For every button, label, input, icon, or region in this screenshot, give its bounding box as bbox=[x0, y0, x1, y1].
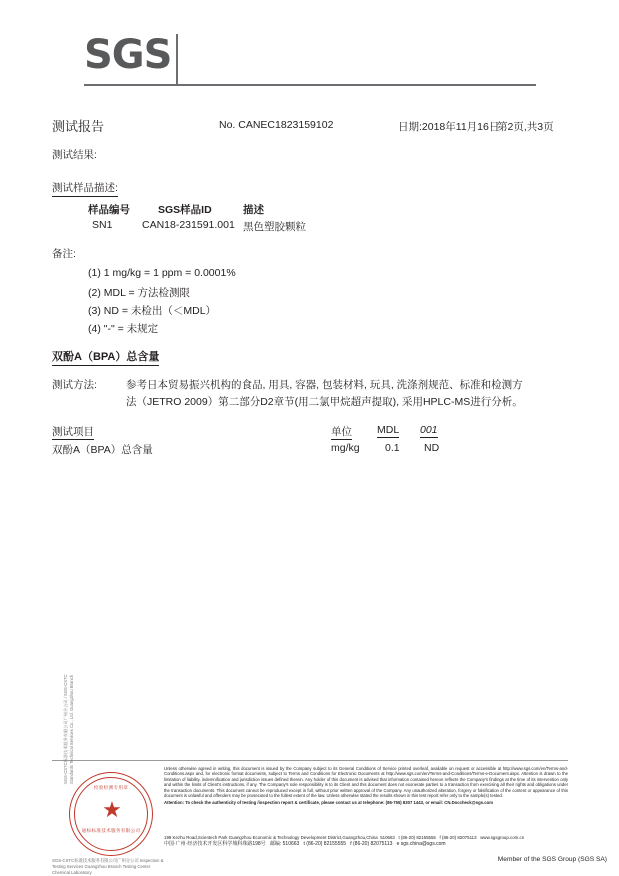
section-heading-bpa: 双酚A（BPA）总含量 bbox=[52, 348, 159, 366]
footer-divider bbox=[52, 760, 568, 761]
header-divider-tick bbox=[176, 34, 178, 86]
list-item: (3) ND = 未检出（＜MDL） bbox=[88, 305, 217, 317]
footer-address-row-en bbox=[164, 834, 568, 841]
address-en-tel: t (86-20) 82155555 bbox=[398, 835, 436, 840]
table-row: CAN18-231591.001 bbox=[142, 219, 235, 231]
page-title: 测试报告 bbox=[52, 119, 105, 134]
legal-disclaimer bbox=[164, 766, 568, 806]
results-table-header-mdl-text: MDL bbox=[377, 424, 400, 436]
report-date: 日期:2018年11月16日 bbox=[398, 121, 500, 133]
sample-table-header-desc: 描述 bbox=[243, 204, 264, 216]
list-item: (2) MDL = 方法检测限 bbox=[88, 287, 190, 299]
sample-table-header-no: 样品编号 bbox=[88, 204, 130, 216]
results-table-header-item bbox=[52, 424, 94, 439]
report-number: No. CANEC1823159102 bbox=[219, 119, 334, 131]
test-method-label: 测试方法: bbox=[52, 379, 97, 391]
company-stamp bbox=[63, 674, 155, 858]
table-row: 黑色塑胶颗粒 bbox=[243, 221, 306, 233]
page-number: 第2页,共3页 bbox=[497, 121, 554, 133]
list-item: (1) 1 mg/kg = 1 ppm = 0.0001% bbox=[88, 267, 236, 279]
results-table-header-mdl bbox=[377, 424, 399, 436]
test-method-line: 法（JETRO 2009）第二部分D2章节(用二氯甲烷超声提取), 采用HPLC-MS进行分析。 bbox=[126, 396, 523, 408]
results-table-header-unit bbox=[331, 424, 352, 439]
list-item: (4) "-" = 未规定 bbox=[88, 323, 159, 335]
results-table-header-sample bbox=[420, 424, 438, 436]
address-en-web: www.sgsgroup.com.cn bbox=[480, 835, 525, 840]
stamp-top-text: 检验检测专用章 bbox=[93, 785, 129, 790]
remarks-label: 备注: bbox=[52, 248, 76, 260]
sample-table-header-id: SGS样品ID bbox=[158, 204, 212, 216]
address-cn-tel: t (86-20) 82155555 bbox=[303, 841, 347, 847]
legal-disclaimer-text: Unless otherwise agreed in writing, this document is issued by the Company subject to its General Conditions of Service printed overleaf, available on request or accessible at http://www.sgs.com/en/Terms-and-Conditions.aspx and, for electronic format documents, subject to Terms and Conditions for Electronic Documents at http://www.sgs.com/en/Terms-and-Conditions/Terms-e-Document.aspx. Attention is drawn to the limitation of liability, indemnification and jurisdiction issues defined therein. Any holder of this document is advised that information contained hereon reflects the Company's findings at the time of its intervention only and within the limits of Client's instructions, if any. The Company's sole responsibility is to its Client and this document does not exonerate parties to a transaction from exercising all their rights and obligations under the transaction documents. This document cannot be reproduced except in full, without prior written approval of the Company. Any unauthorized alteration, forgery or falsification of the content or appearance of this document is unlawful and offenders may be prosecuted to the fullest extent of the law. Unless otherwise stated the results shown in this test report refer only to the sample(s) tested. bbox=[164, 766, 568, 799]
results-label: 测试结果: bbox=[52, 149, 97, 161]
header-divider bbox=[84, 84, 536, 86]
address-cn-zip: 邮编: 510663 bbox=[269, 841, 300, 847]
footer-address bbox=[164, 834, 568, 848]
test-method-line: 参考日本贸易振兴机构的食品, 用具, 容器, 包装材料, 玩具, 洗涤剂规范、标准和检测方 bbox=[126, 379, 523, 391]
legal-attention-text: Attention: To check the authenticity of testing /inspection report & certificate, please contact us at telephone: (86-755) 8307 1443, or email: CN.Doccheck@sgs.com bbox=[164, 800, 494, 806]
address-cn-fax: f (86-20) 82075113 bbox=[350, 841, 393, 847]
address-en-fax: f (86-20) 82075113 bbox=[439, 835, 477, 840]
footer-address-row-cn bbox=[164, 841, 568, 848]
footer-member-text: Member of the SGS Group (SGS SA) bbox=[497, 856, 607, 863]
address-cn: 中国·广州·经济技术开发区科学城科珠路198号 bbox=[164, 841, 266, 847]
stamp-side-text: SGS-CSTC标准技术服务有限公司广州分公司 / SGS-CSTC Standards Technical Services Co., Ltd. Guangzhou Branch bbox=[63, 674, 74, 784]
address-en: 198 Kezhu Road,Scientech Park Guangzhou Economic & Technology Development District,Guangzhou,China bbox=[164, 835, 378, 840]
table-row: 0.1 bbox=[385, 442, 400, 454]
address-en-zip: 510663 bbox=[380, 835, 395, 840]
results-table-header-item-text: 测试项目 bbox=[52, 426, 94, 438]
star-icon: ★ bbox=[102, 797, 122, 822]
table-row: mg/kg bbox=[331, 442, 360, 454]
sgs-logo bbox=[84, 34, 179, 76]
results-table-header-unit-text: 单位 bbox=[331, 426, 352, 438]
results-table-header-sample-text: 001 bbox=[420, 424, 438, 436]
sgs-logo-text: SGS bbox=[84, 32, 172, 78]
table-row: ND bbox=[424, 442, 440, 454]
address-cn-email: e sgs.china@sgs.com bbox=[396, 841, 446, 847]
sample-description-heading: 测试样品描述: bbox=[52, 180, 118, 197]
table-row: 双酚A（BPA）总含量 bbox=[52, 444, 153, 456]
stamp-bottom-text: 通标标准技术服务有限公司 bbox=[81, 828, 141, 833]
table-row: SN1 bbox=[92, 219, 113, 231]
stamp-caption: SGS-CSTC标准技术服务有限公司广州分公司 Inspection & Testing Services Guangzhou Branch Testing Center Chemical Laboratory bbox=[52, 858, 164, 875]
